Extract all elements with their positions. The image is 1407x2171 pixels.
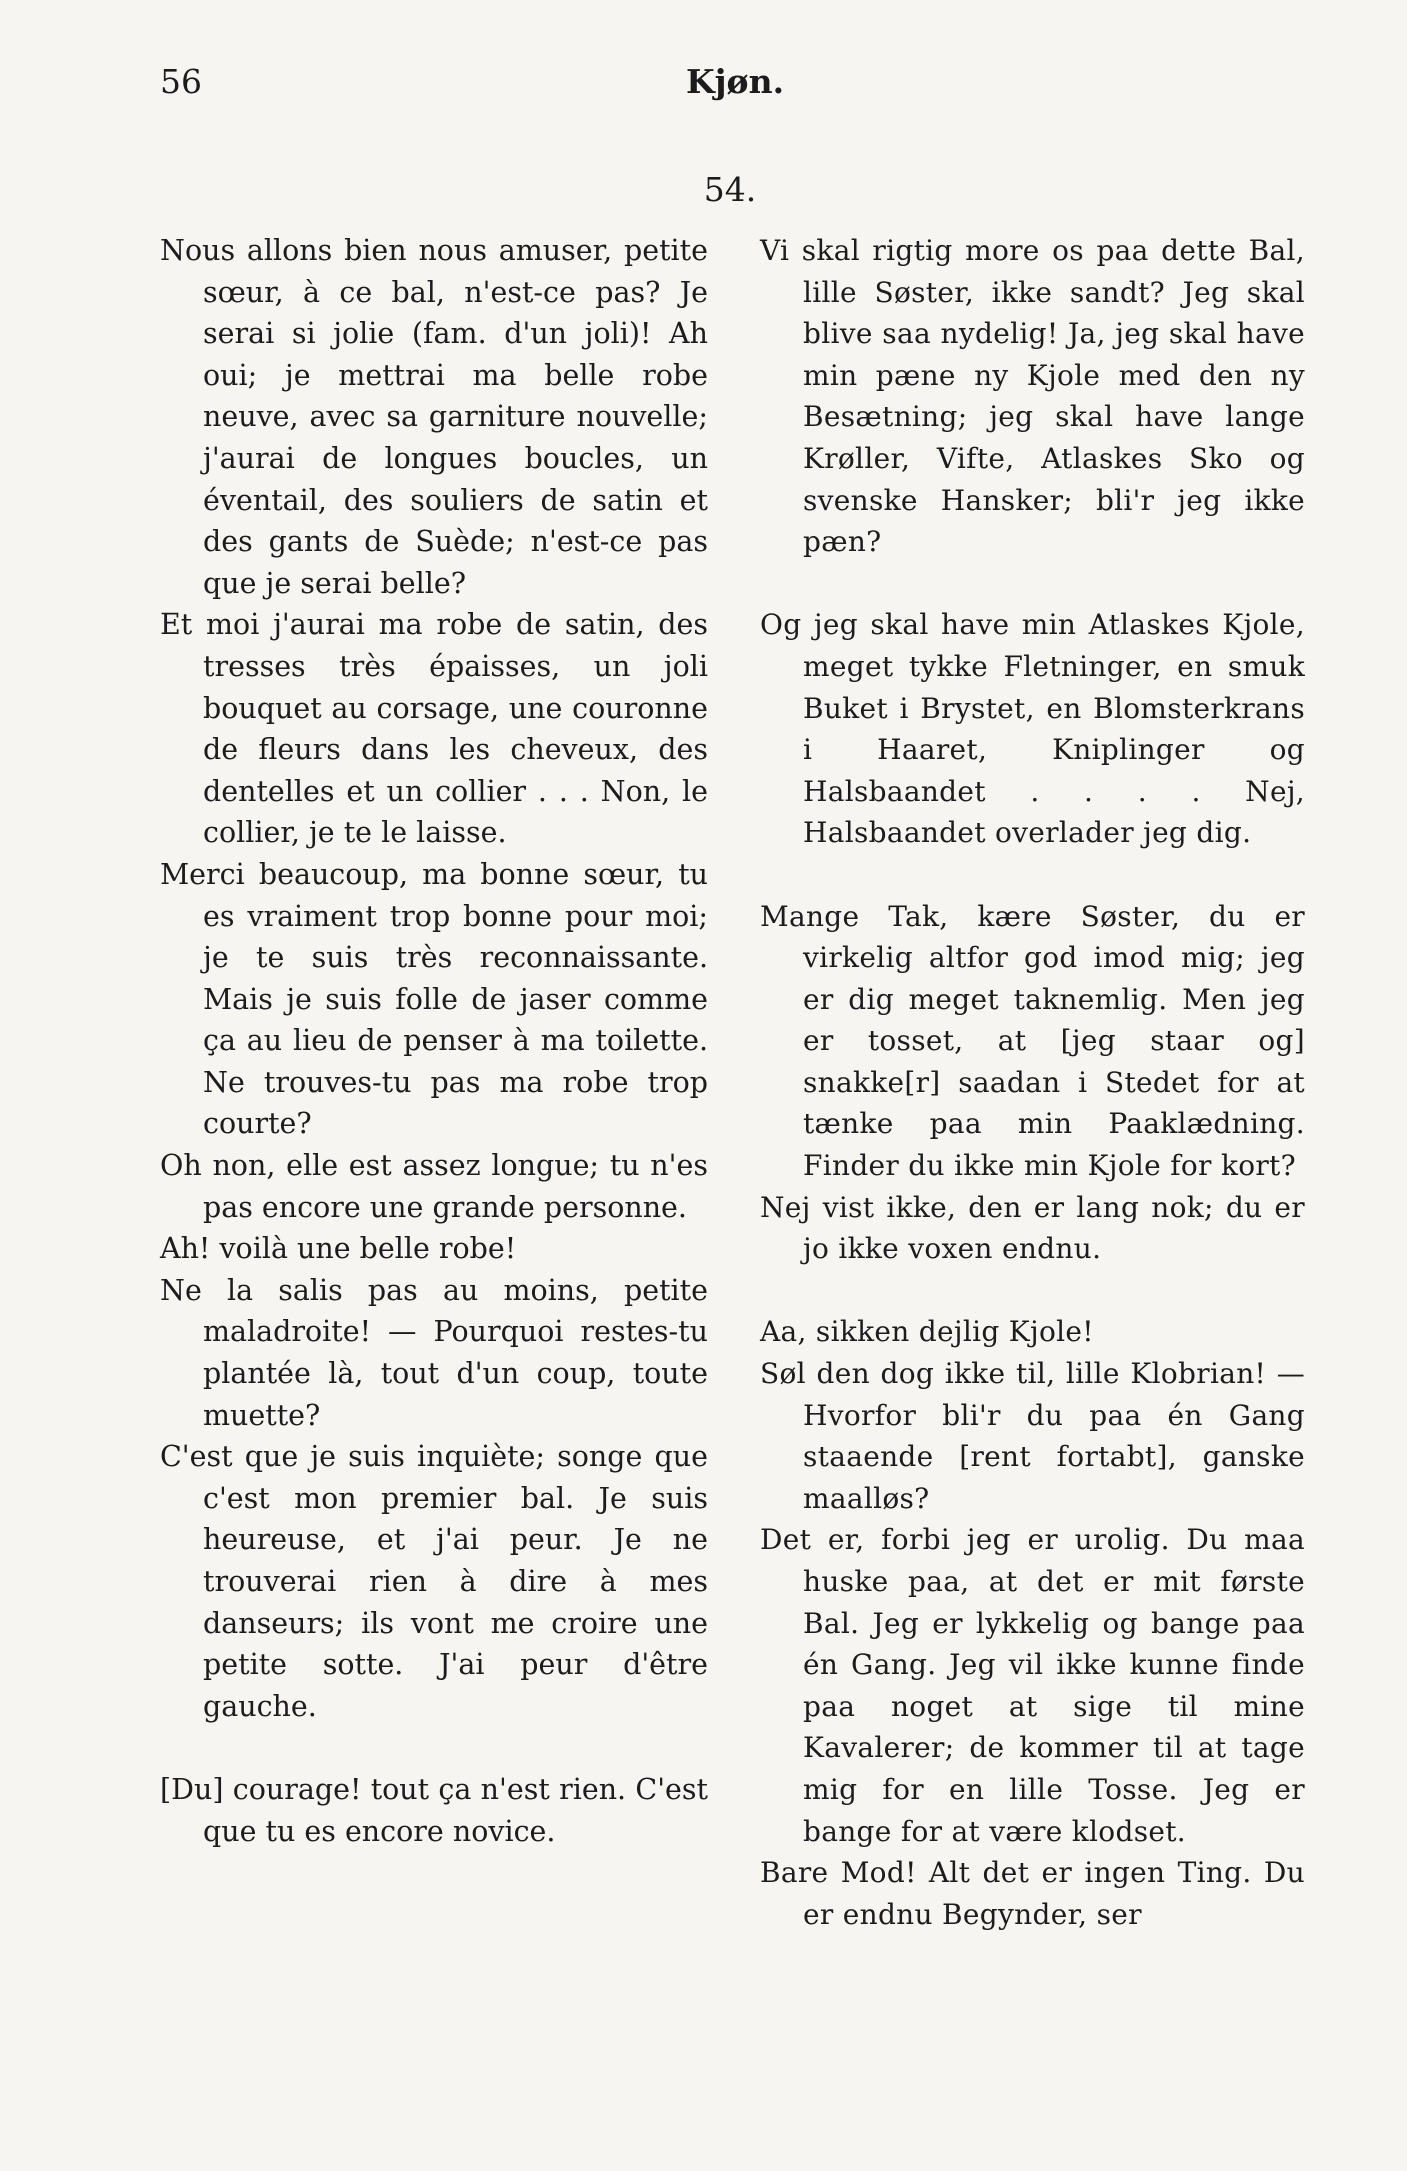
norwegian-paragraph: Mange Tak, kære Søster, du er virkelig altfor god imod mig; jeg er dig meget taknemlig. Men jeg er tosset, at [jeg staar og] snakke[r] saadan i Stedet for at tænke paa min Paaklædning. Finder du ikke min Kjole for kort? [760,899,1305,1183]
spacer [760,854,1305,896]
french-paragraph: Nous allons bien nous amuser, petite sœur, à ce bal, n'est-ce pas? Je serai si jolie (fam. d'un joli)! Ah oui; je mettrai ma belle robe neuve, avec sa garniture nouvelle; j'aurai de longues boucles, un éventail, des souliers de satin et des gants de Suède; n'est-ce pas que je serai belle? [160,234,708,600]
running-head: Kjøn. [685,62,785,101]
french-column [160,230,708,1852]
spacer [160,1727,708,1769]
norwegian-paragraph: Det er, forbi jeg er urolig. Du maa huske paa, at det er mit første Bal. Jeg er lykkelig og bange paa én Gang. Jeg vil ikke kunne finde paa noget at sige til mine Kavalerer; de kommer til at tage mig for en lille Tosse. Jeg er bange for at være klodset. [760,1523,1305,1848]
section-number: 54. [703,170,757,209]
norwegian-paragraph: Vi skal rigtig more os paa dette Bal, lille Søster, ikke sandt? Jeg skal blive saa nydelig! Ja, jeg skal have min pæne ny Kjole med den ny Besætning; jeg skal have lange Krøller, Vifte, Atlaskes Sko og svenske Hansker; bli'r jeg ikke pæn? [760,234,1305,559]
french-paragraph: Merci beaucoup, ma bonne sœur, tu es vraiment trop bonne pour moi; je te suis très reconnaissante. Mais je suis folle de jaser comme ça au lieu de penser à ma toilette. Ne trouves-tu pas ma robe trop courte? [160,857,708,1141]
norwegian-paragraph: Bare Mod! Alt det er ingen Ting. Du er endnu Begynder, ser [760,1856,1305,1931]
french-paragraph: C'est que je suis inquiète; songe que c'est mon premier bal. Je suis heureuse, et j'ai peur. Je ne trouverai rien à dire à mes danseurs; ils vont me croire une petite sotte. J'ai peur d'être gauche. [160,1440,708,1723]
french-paragraph: [Du] courage! tout ça n'est rien. C'est que tu es encore novice. [160,1772,708,1848]
norwegian-paragraph: Aa, sikken dejlig Kjole! [760,1315,1094,1349]
spacer [760,563,1305,605]
french-paragraph: Oh non, elle est assez longue; tu n'es pas encore une grande personne. [160,1149,708,1224]
page-number: 56 [160,62,202,101]
norwegian-paragraph: Og jeg skal have min Atlaskes Kjole, meget tykke Fletninger, en smuk Buket i Brystet, en Blomsterkrans i Haaret, Kniplinger og Halsbaandet . . . . Nej, Halsbaandet overlader jeg dig. [760,608,1305,850]
norwegian-paragraph: Søl den dog ikke til, lille Klobrian! — Hvorfor bli'r du paa én Gang staaende [rent fortabt], ganske maalløs? [760,1357,1305,1515]
norwegian-column [760,230,1305,1935]
french-paragraph: Et moi j'aurai ma robe de satin, des tresses très épaisses, un joli bouquet au corsage, une couronne de fleurs dans les cheveux, des dentelles et un collier . . . Non, le collier, je te le laisse. [160,608,708,850]
french-paragraph: Ne la salis pas au moins, petite maladroite! — Pourquoi restes-tu plantée là, tout d'un coup, toute muette? [160,1273,708,1432]
spacer [760,1270,1305,1312]
french-paragraph: Ah! voilà une belle robe! [160,1232,517,1266]
page-header [160,62,1310,112]
norwegian-paragraph: Nej vist ikke, den er lang nok; du er jo ikke voxen endnu. [760,1190,1305,1266]
